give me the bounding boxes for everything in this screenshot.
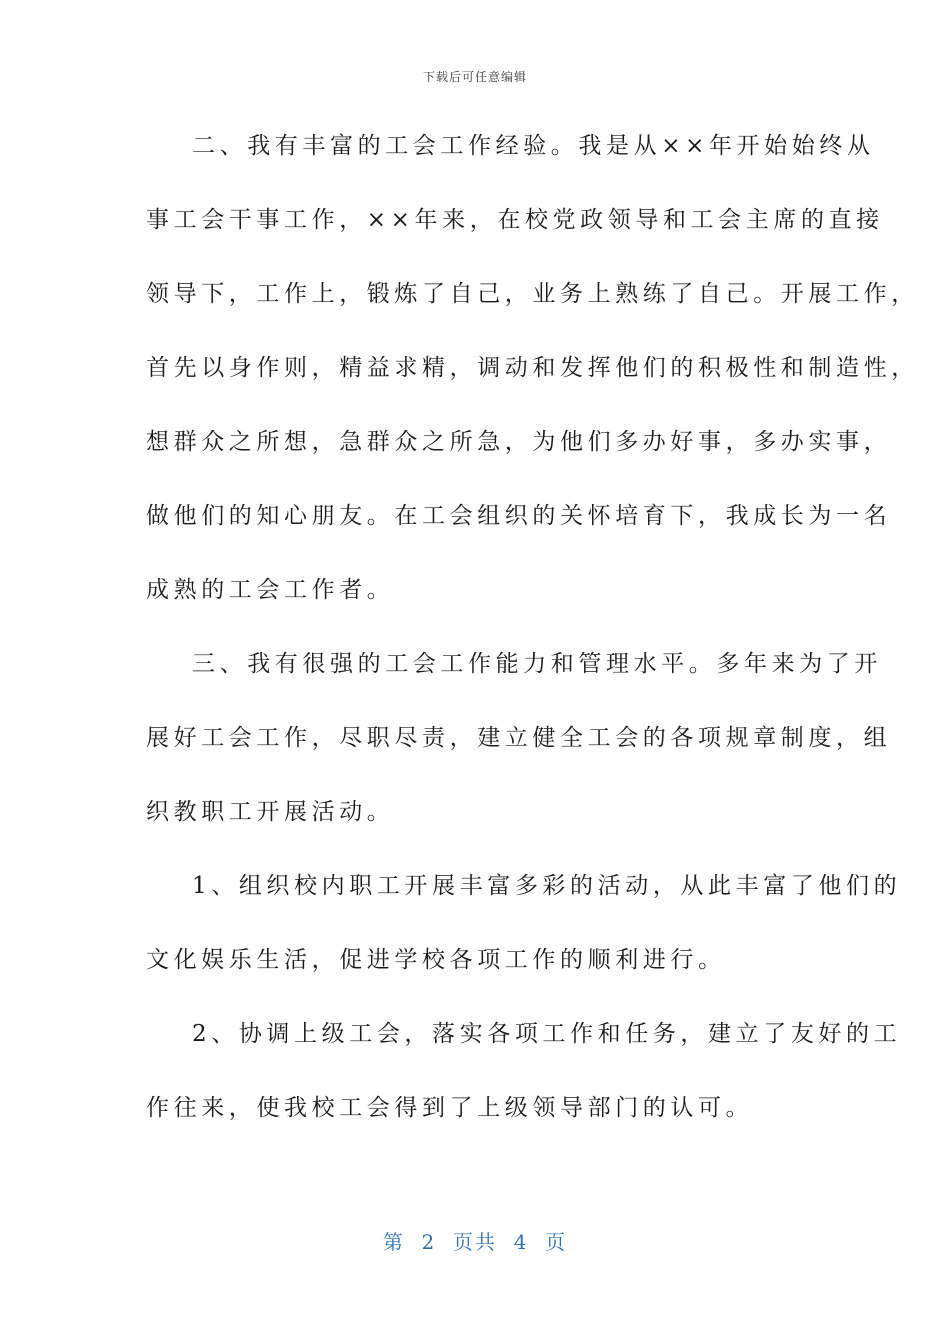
- text-line: 领导下，工作上，锻炼了自己，业务上熟练了自己。开展工作，: [146, 281, 919, 307]
- document-body: [146, 118, 919, 1154]
- paragraph: [146, 636, 892, 858]
- header-note: 下载后可任意编辑: [422, 70, 527, 84]
- text-line: 三、我有很强的工会工作能力和管理水平。多年来为了开: [192, 651, 882, 677]
- text-line: 做他们的知心朋友。在工会组织的关怀培育下，我成长为一名: [146, 503, 892, 529]
- text-line: 二、我有丰富的工会工作经验。我是从××年开始始终从: [192, 133, 875, 159]
- paragraph: [146, 858, 902, 1006]
- text-line: 织教职工开展活动。: [146, 799, 395, 825]
- text-line: 事工会干事工作，××年来，在校党政领导和工会主席的直接: [146, 207, 884, 233]
- text-line: 2、协调上级工会，落实各项工作和任务，建立了友好的工: [192, 1021, 902, 1047]
- page-number-footer: 第 2 页共 4 页: [382, 1230, 568, 1254]
- text-line: 想群众之所想，急群众之所急，为他们多办好事，多办实事，: [146, 429, 892, 455]
- text-line: 1、组织校内职工开展丰富多彩的活动，从此丰富了他们的: [192, 873, 902, 899]
- text-line: 成熟的工会工作者。: [146, 577, 395, 603]
- text-line: 首先以身作则，精益求精，调动和发挥他们的积极性和制造性，: [146, 355, 919, 381]
- paragraph: [146, 118, 919, 636]
- text-line: 作往来，使我校工会得到了上级领导部门的认可。: [146, 1095, 754, 1121]
- text-line: 展好工会工作，尽职尽责，建立健全工会的各项规章制度，组: [146, 725, 892, 751]
- text-line: 文化娱乐生活，促进学校各项工作的顺利进行。: [146, 947, 726, 973]
- paragraph: [146, 1006, 902, 1154]
